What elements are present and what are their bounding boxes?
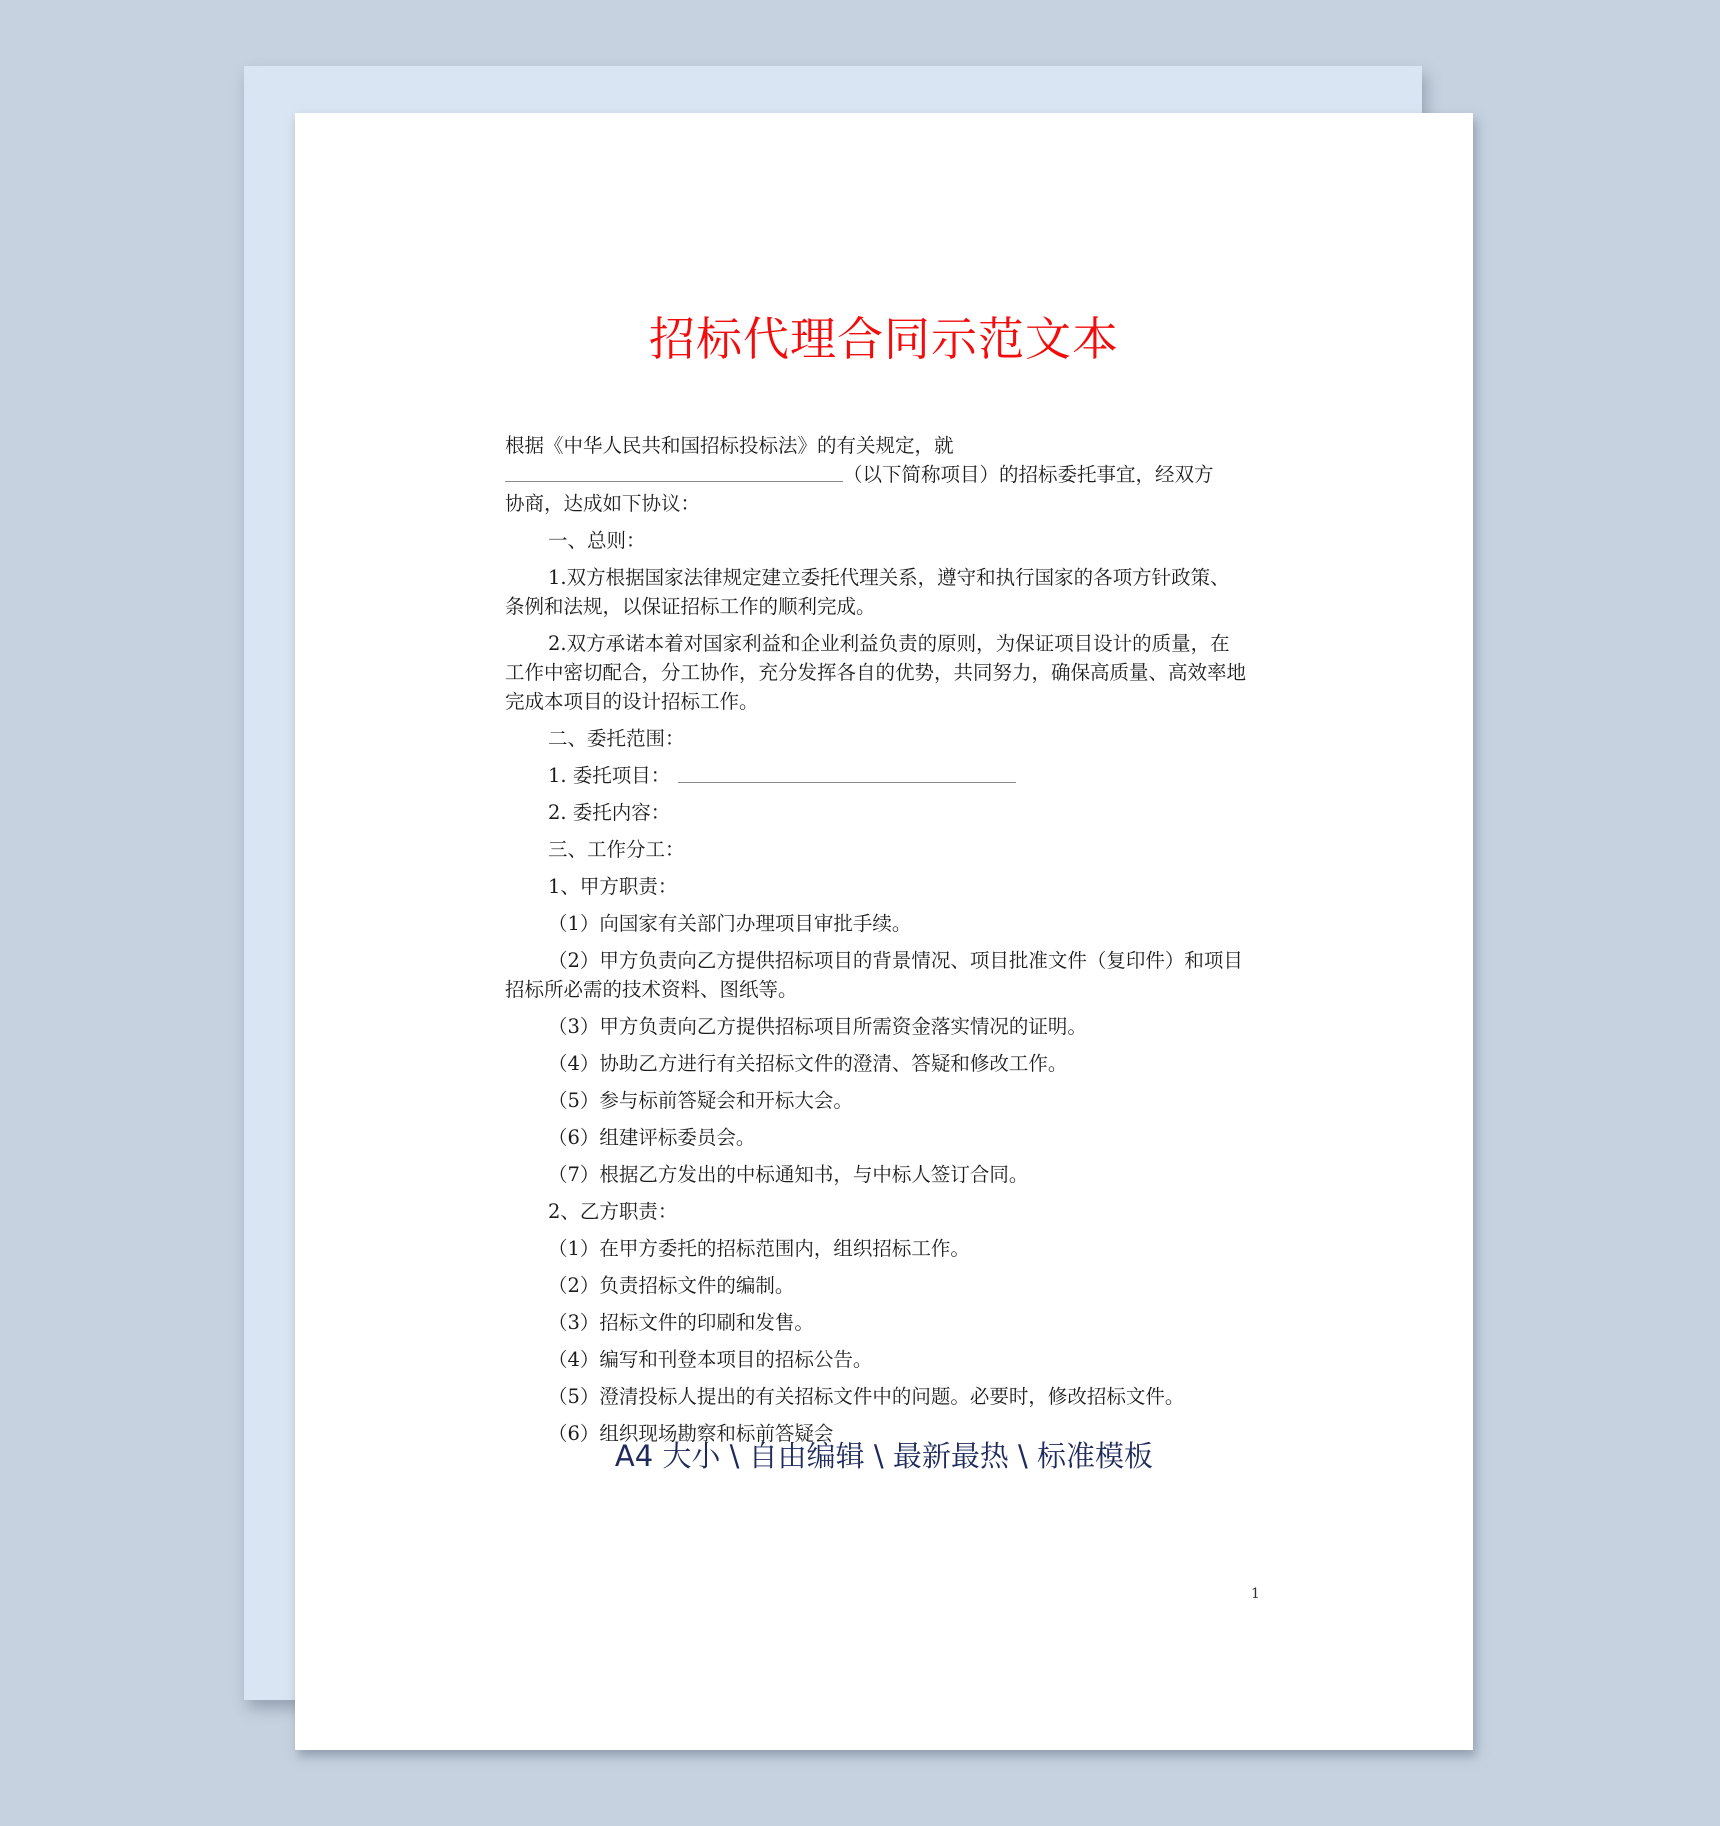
section-2-heading: 二、委托范围： <box>548 727 685 750</box>
party-a-item: （3）甲方负责向乙方提供招标项目所需资金落实情况的证明。 <box>548 1015 1087 1038</box>
party-a-item: （7）根据乙方发出的中标通知书，与中标人签订合同。 <box>548 1163 1029 1186</box>
intro-line-2 <box>505 460 1247 489</box>
intro-line-2-text: （以下简称项目）的招标委托事宜，经双方 <box>843 463 1214 486</box>
party-a-item: （4）协助乙方进行有关招标文件的澄清、答疑和修改工作。 <box>548 1052 1068 1075</box>
entrusted-project-label: 1. 委托项目： <box>548 764 671 787</box>
party-b-item: （4）编写和刊登本项目的招标公告。 <box>548 1348 873 1371</box>
section-3-heading: 三、工作分工： <box>548 838 685 861</box>
section-2-item-1 <box>505 761 1247 790</box>
section-1-item-1: 1.双方根据国家法律规定建立委托代理关系，遵守和执行国家的各项方针政策、条例和法规，以保证招标工作的顺利完成。 <box>505 566 1230 618</box>
document-body <box>505 431 1247 1546</box>
party-a-item: （2）甲方负责向乙方提供招标项目的背景情况、项目批准文件（复印件）和项目招标所必需的技术资料、图纸等。 <box>505 949 1243 1001</box>
party-a-item: （6）组建评标委员会。 <box>548 1126 756 1149</box>
entrusted-project-blank[interactable] <box>678 781 1016 783</box>
section-1-item-2: 2.双方承诺本着对国家利益和企业利益负责的原则，为保证项目设计的质量，在工作中密切配合，分工协作，充分发挥各自的优势，共同努力，确保高质量、高效率地完成本项目的设计招标工作。 <box>505 632 1247 713</box>
front-page-sheet <box>295 113 1473 1750</box>
section-2-item-2: 2. 委托内容： <box>548 801 671 824</box>
party-b-item: （3）招标文件的印刷和发售。 <box>548 1311 814 1334</box>
template-tagline: A4 大小 \ 自由编辑 \ 最新最热 \ 标准模板 <box>614 1439 1154 1473</box>
party-b-item: （1）在甲方委托的招标范围内，组织招标工作。 <box>548 1237 970 1260</box>
party-b-item: （5）澄清投标人提出的有关招标文件中的问题。必要时，修改招标文件。 <box>548 1385 1185 1408</box>
party-b-item: （2）负责招标文件的编制。 <box>548 1274 795 1297</box>
intro-line-3: 协商，达成如下协议： <box>505 492 701 515</box>
page-number: 1 <box>1251 1586 1260 1602</box>
party-a-item: （5）参与标前答疑会和开标大会。 <box>548 1089 853 1112</box>
party-a-item: （1）向国家有关部门办理项目审批手续。 <box>548 912 912 935</box>
project-name-blank[interactable] <box>505 480 843 482</box>
party-a-heading: 1、甲方职责： <box>548 875 678 898</box>
intro-line-1: 根据《中华人民共和国招标投标法》的有关规定，就 <box>505 434 954 457</box>
party-b-item-clipped: （6）组织现场勘察和标前答疑会 <box>548 1422 834 1445</box>
document-title: 招标代理合同示范文本 <box>649 312 1119 366</box>
section-1-heading: 一、总则： <box>548 529 646 552</box>
party-b-heading: 2、乙方职责： <box>548 1200 678 1223</box>
